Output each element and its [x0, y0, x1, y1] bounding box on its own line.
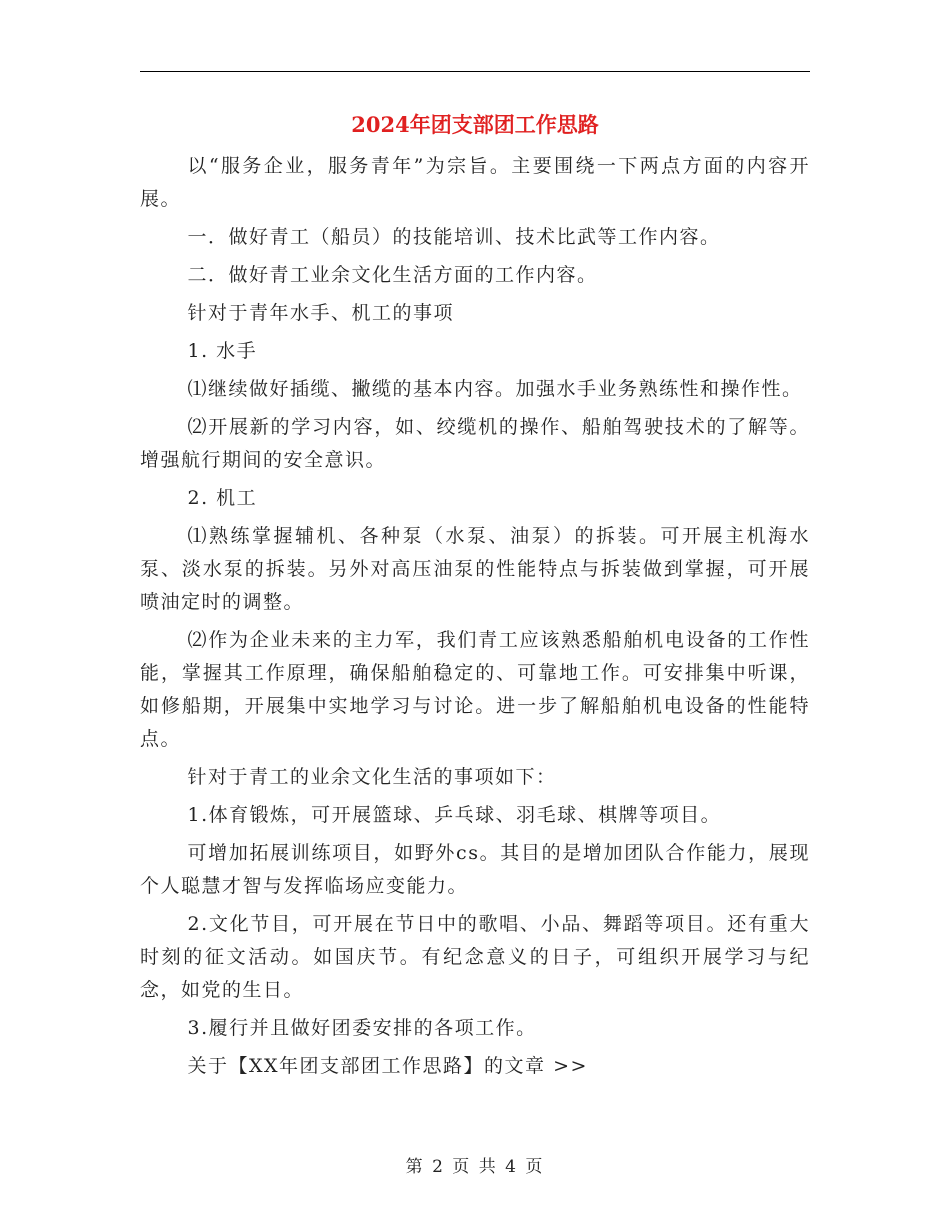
- paragraph-section-heading: 针对于青年水手、机工的事项: [187, 302, 455, 324]
- paragraph-point-two: 二．做好青工业余文化生活方面的工作内容。: [187, 264, 598, 286]
- paragraph-intro: 以“服务企业，服务青年”为宗旨。主要围绕一下两点方面的内容开展。: [140, 155, 810, 210]
- paragraph-culture-item-2: 2.文化节目，可开展在节日中的歌唱、小品、舞蹈等项目。还有重大时刻的征文活动。如国庆节。有纪念意义的日子，可组织开展学习与纪念，如党的生日。: [140, 913, 810, 1001]
- paragraph-sailor-heading: 1. 水手: [187, 340, 258, 362]
- header-rule: [140, 71, 810, 72]
- paragraph-point-one: 一．做好青工（船员）的技能培训、技术比武等工作内容。: [187, 226, 721, 248]
- paragraph-engineer-item-1: ⑴熟练掌握辅机、各种泵（水泵、油泵）的拆装。可开展主机海水泵、淡水泵的拆装。另外对高压油泵的性能特点与拆装做到掌握，可开展喷油定时的调整。: [140, 525, 810, 613]
- paragraph-culture-heading: 针对于青工的业余文化生活的事项如下：: [187, 766, 557, 788]
- paragraph-sailor-item-2: ⑵开展新的学习内容，如、绞缆机的操作、船舶驾驶技术的了解等。增强航行期间的安全意识。: [140, 416, 810, 471]
- paragraph-culture-item-3: 3.履行并且做好团委安排的各项工作。: [187, 1017, 537, 1039]
- related-article-link[interactable]: 关于【XX年团支部团工作思路】的文章 >>: [187, 1055, 588, 1077]
- paragraph-culture-item-1-detail: 可增加拓展训练项目，如野外cs。其目的是增加团队合作能力，展现个人聪慧才智与发挥临场应变能力。: [140, 842, 810, 897]
- paragraph-culture-item-1: 1.体育锻炼，可开展篮球、乒乓球、羽毛球、棋牌等项目。: [187, 804, 722, 826]
- page-number: 第 2 页 共 4 页: [405, 1157, 545, 1177]
- paragraph-sailor-item-1: ⑴继续做好插缆、撇缆的基本内容。加强水手业务熟练性和操作性。: [187, 378, 803, 400]
- document-body: [140, 150, 810, 1088]
- document-title: 2024年团支部团工作思路: [351, 112, 599, 137]
- paragraph-engineer-heading: 2. 机工: [187, 487, 258, 509]
- paragraph-engineer-item-2: ⑵作为企业未来的主力军，我们青工应该熟悉船舶机电设备的工作性能，掌握其工作原理，确保船舶稳定的、可靠地工作。可安排集中听课，如修船期，开展集中实地学习与讨论。进一步了解船舶机电设备的性能特点。: [140, 629, 810, 750]
